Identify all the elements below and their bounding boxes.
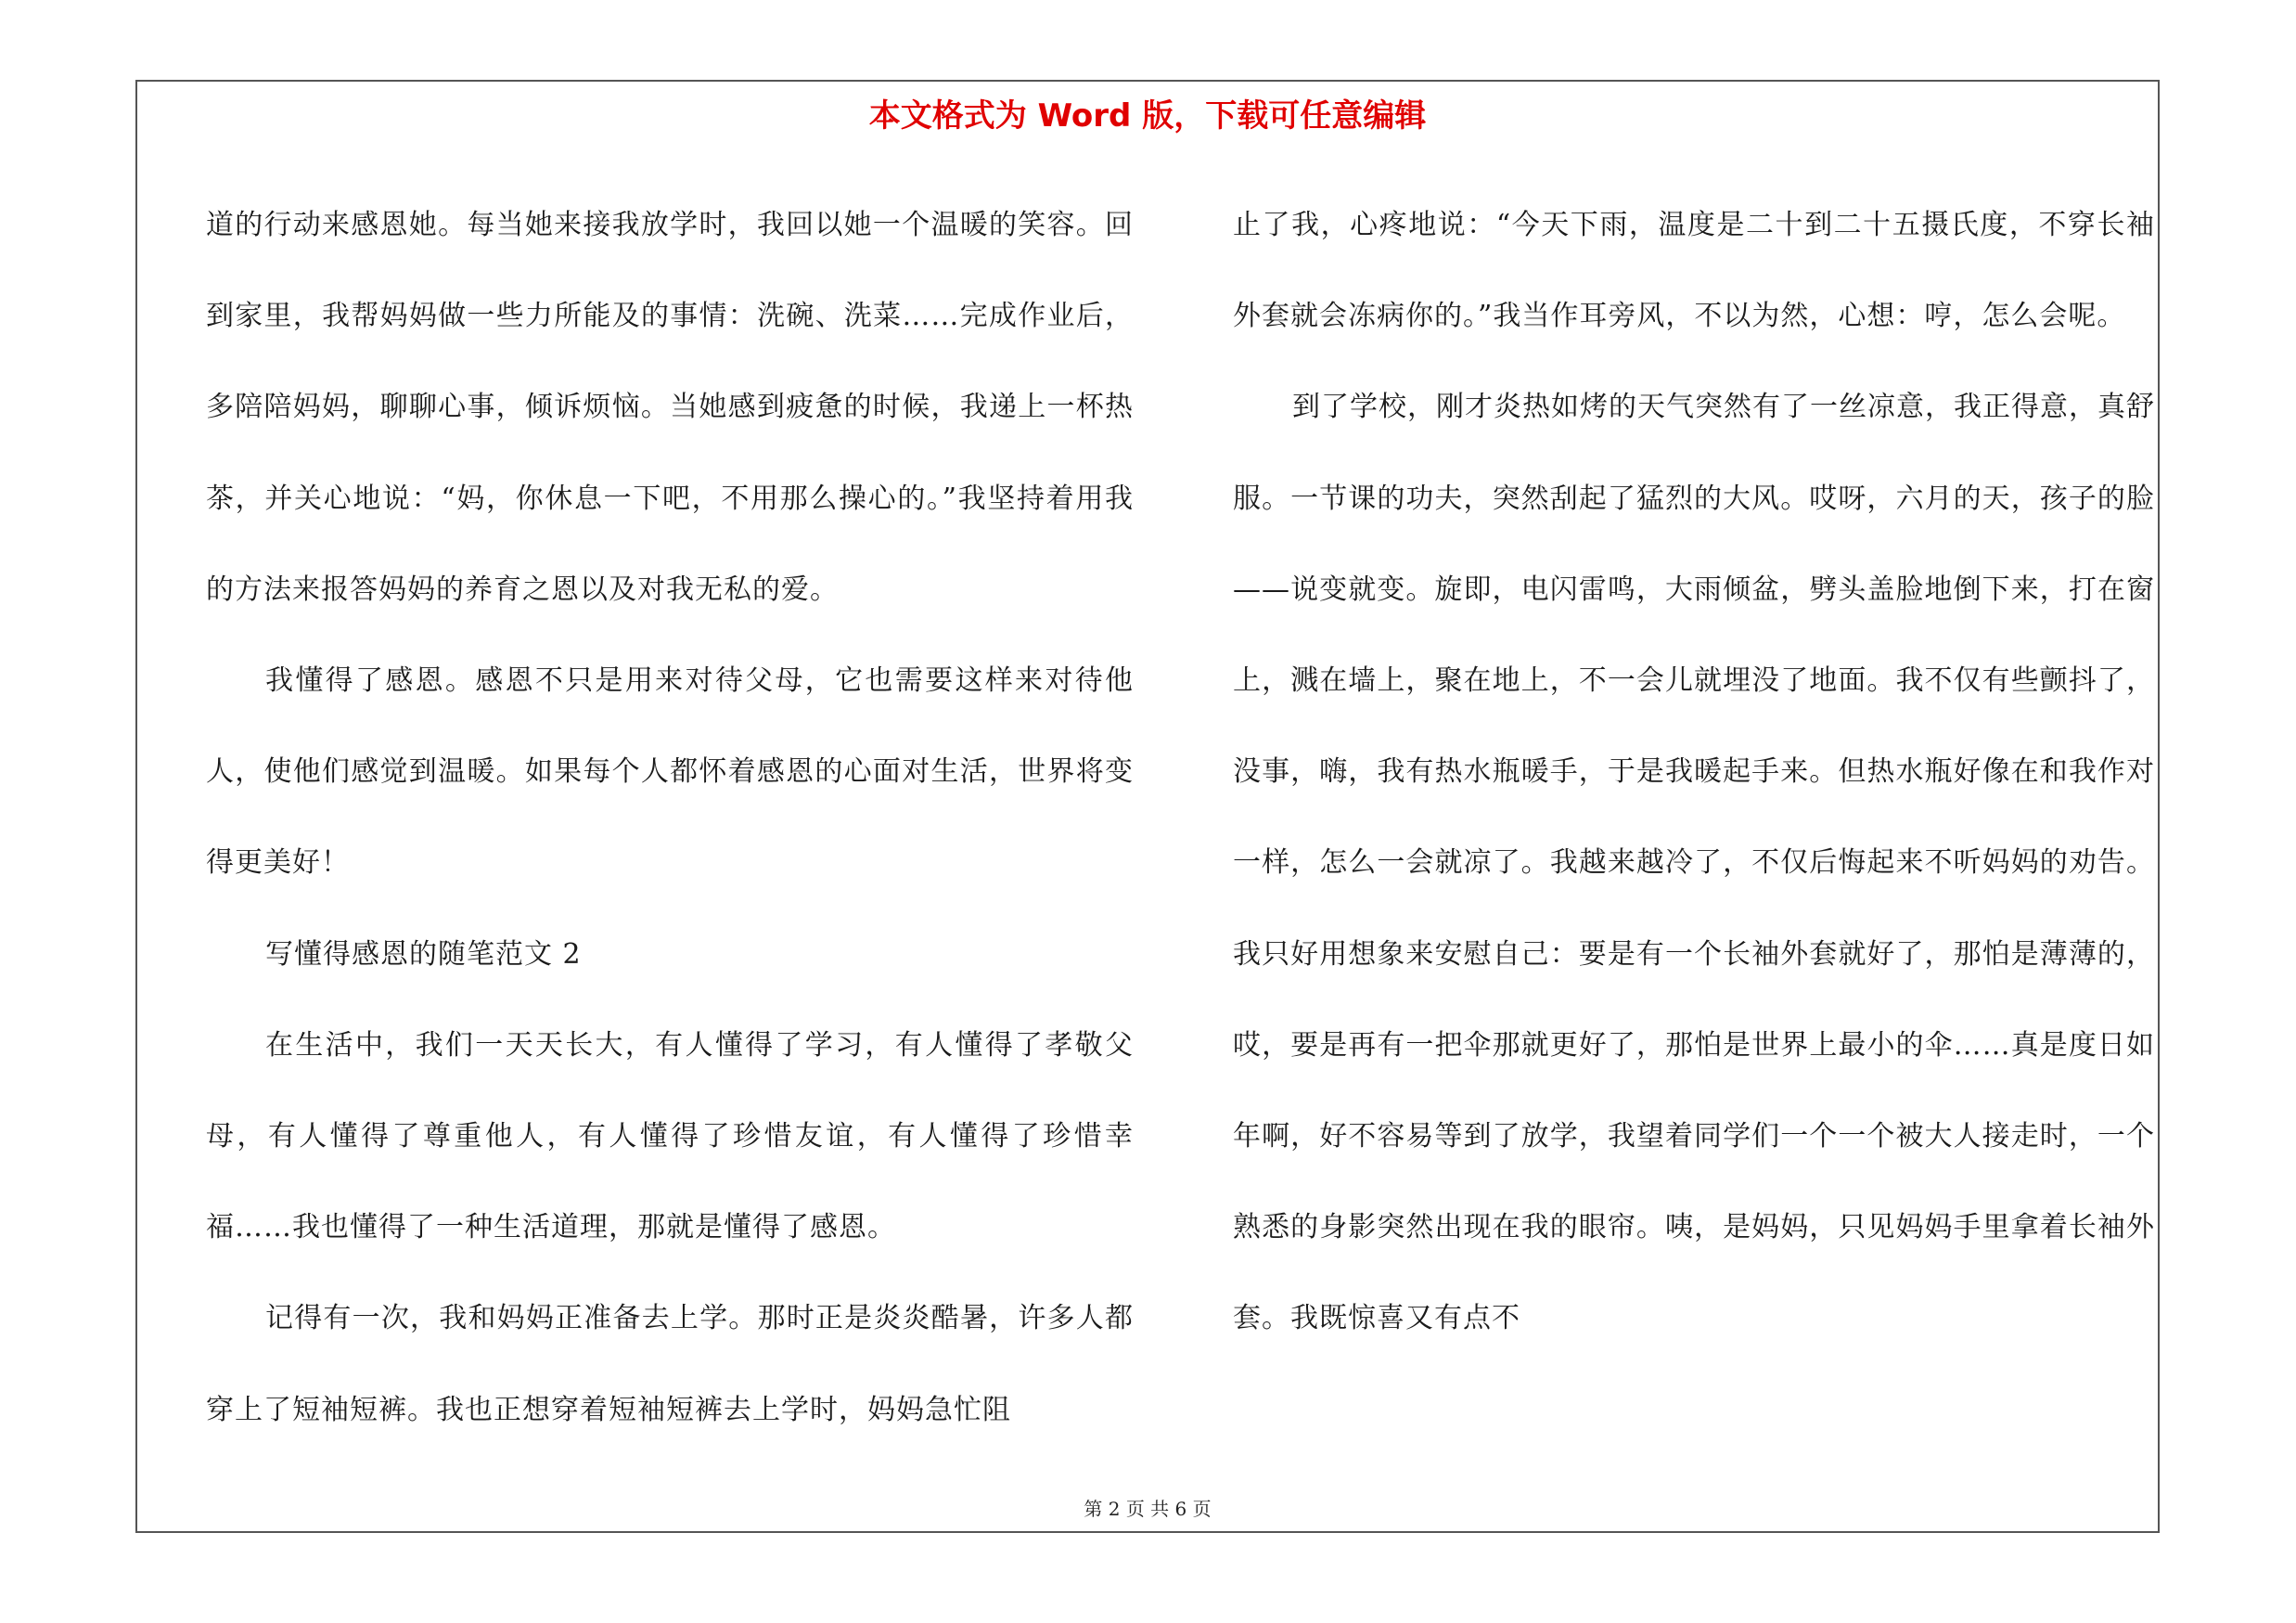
paragraph: 到了学校，刚才炎热如烤的天气突然有了一丝凉意，我正得意，真舒服。一节课的功夫，突然刮起了猛烈的大风。哎呀，六月的天，孩子的脸——说变就变。旋即，电闪雷鸣，大雨倾盆，劈头盖脸地倒下来，打在窗上，溅在墙上，聚在地上，不一会儿就埋没了地面。我不仅有些颤抖了，没事，嗨，我有热水瓶暖手，于是我暖起手来。但热水瓶好像在和我作对一样，怎么一会就凉了。我越来越冷了，不仅后悔起来不听妈妈的劝告。我只好用想象来安慰自己：要是有一个长袖外套就好了，那怕是薄薄的，哎，要是再有一把伞那就更好了，那怕是世界上最小的伞……真是度日如年啊，好不容易等到了放学，我望着同学们一个一个被大人接走时，一个熟悉的身影突然出现在我的眼帘。咦，是妈妈，只见妈妈手里拿着长袖外套。我既惊喜又有点不 [1233, 391, 2155, 1335]
header-banner: 本文格式为 Word 版，下载可任意编辑 [868, 97, 1427, 135]
paragraph: 我懂得了感恩。感恩不只是用来对待父母，它也需要这样来对待他人，使他们感觉到温暖。如果每个人都怀着感恩的心面对生活，世界将变得更美好！ [206, 664, 1134, 880]
paragraph: 道的行动来感恩她。每当她来接我放学时，我回以她一个温暖的笑容。回到家里，我帮妈妈做一些力所能及的事情：洗碗、洗菜……完成作业后，多陪陪妈妈，聊聊心事，倾诉烦恼。当她感到疲惫的时候，我递上一杯热茶，并关心地说：“妈，你休息一下吧，不用那么操心的。”我坚持着用我的方法来报答妈妈的养育之恩以及对我无私的爱。 [206, 209, 1134, 606]
paragraph: 止了我，心疼地说：“今天下雨，温度是二十到二十五摄氏度，不穿长袖外套就会冻病你的。”我当作耳旁风，不以为然，心想：哼，怎么会呢。 [1233, 209, 2155, 333]
page-footer: 第 2 页 共 6 页 [1084, 1498, 1212, 1520]
right-column [1233, 180, 2155, 1479]
page-frame [135, 80, 2160, 1533]
paragraph: 记得有一次，我和妈妈正准备去上学。那时正是炎炎酷暑，许多人都穿上了短袖短裤。我也正想穿着短袖短裤去上学时，妈妈急忙阻 [206, 1302, 1134, 1426]
left-column [206, 180, 1134, 1479]
section-heading: 写懂得感恩的随笔范文 2 [265, 937, 582, 971]
paragraph: 在生活中，我们一天天长大，有人懂得了学习，有人懂得了孝敬父母，有人懂得了尊重他人，有人懂得了珍惜友谊，有人懂得了珍惜幸福……我也懂得了一种生活道理，那就是懂得了感恩。 [206, 1028, 1134, 1244]
